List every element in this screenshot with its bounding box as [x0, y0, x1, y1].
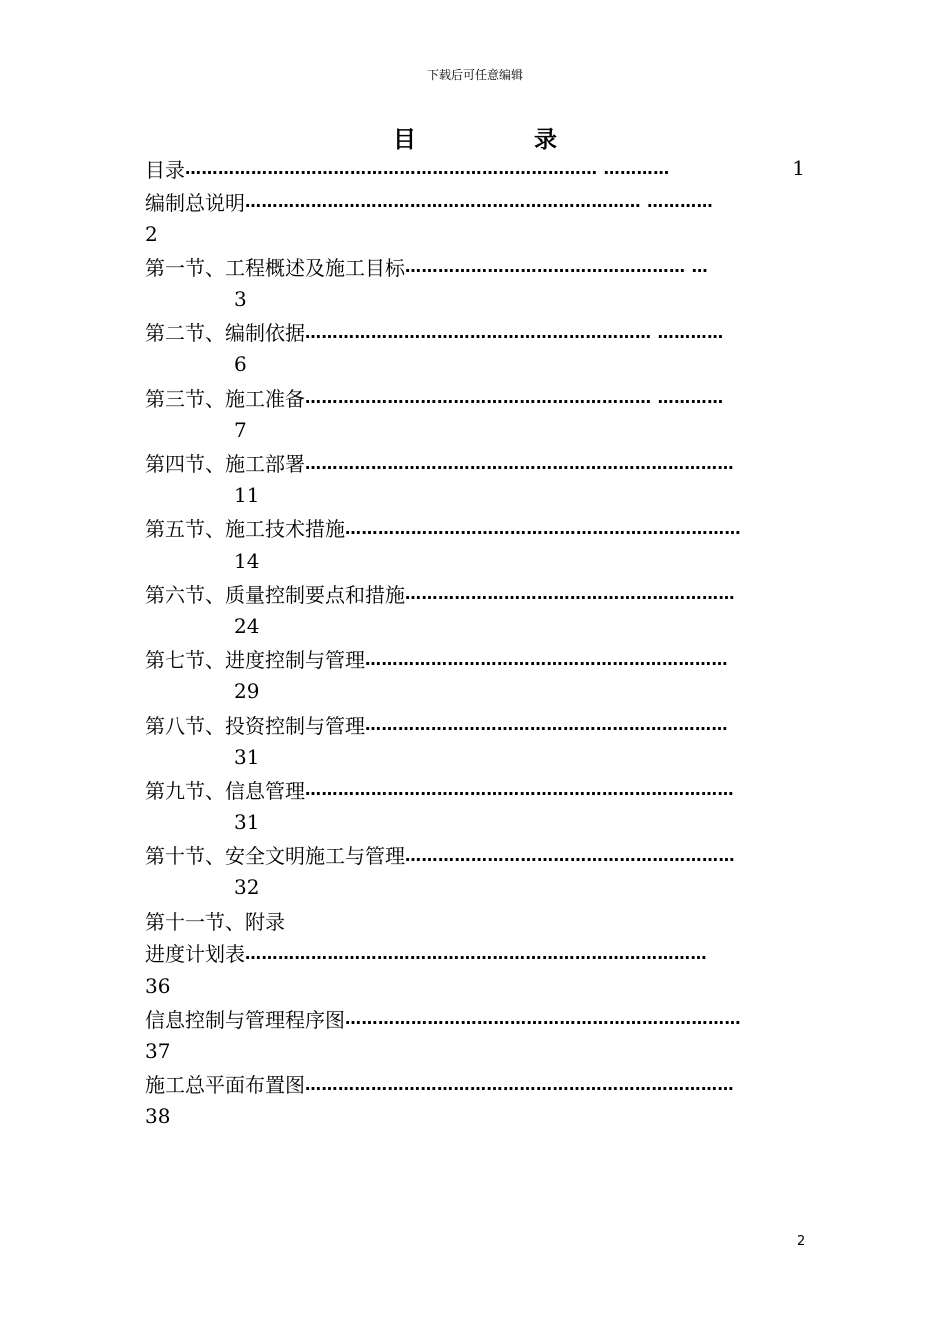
toc-entry-label: 第十一节、附录 — [145, 909, 285, 934]
toc-leader-dots: …………………………………………………………………… — [305, 455, 734, 472]
toc-entry-page: 38 — [145, 1104, 171, 1129]
toc-entry-label: 第十节、安全文明施工与管理 — [145, 844, 405, 869]
toc-entry-page: 6 — [234, 352, 247, 377]
page-header: 下载后可任意编辑 — [426, 68, 523, 82]
toc-title-part2: 录 — [534, 127, 557, 153]
toc-entry-page: 32 — [234, 875, 260, 900]
toc-entry[interactable] — [145, 577, 805, 610]
toc-entry-page: 29 — [234, 679, 260, 704]
toc-leader-dots: ……………………………………………………………… ………… — [245, 194, 714, 211]
toc-entry-page: 24 — [234, 613, 260, 638]
toc-entry[interactable] — [145, 152, 805, 185]
toc-entry-page: 7 — [234, 417, 247, 442]
toc-entry-label: 第七节、进度控制与管理 — [145, 648, 365, 673]
toc-leader-dots: ………………………………………………………… — [365, 717, 728, 734]
toc-entry-page: 37 — [145, 1038, 171, 1063]
toc-entry[interactable] — [145, 1067, 805, 1100]
toc-entry[interactable] — [145, 381, 805, 414]
toc-leader-dots: …………………………………………………………………… — [305, 1076, 734, 1093]
toc-entry-label: 目录 — [145, 157, 185, 182]
toc-entry-label: 施工总平面布置图 — [145, 1073, 305, 1098]
toc-entry-page: 11 — [234, 483, 260, 508]
toc-entry-label: 第一节、工程概述及施工目标 — [145, 255, 405, 280]
toc-entry-label: 第三节、施工准备 — [145, 386, 305, 411]
toc-leader-dots: …………………………………………………… — [405, 847, 735, 864]
toc-entry-label: 第八节、投资控制与管理 — [145, 713, 365, 738]
toc-entry-page: 31 — [234, 810, 260, 835]
toc-leader-dots: ………………………………………………………………………… — [245, 945, 707, 962]
page-number: 2 — [797, 1234, 806, 1249]
toc-entry[interactable] — [145, 315, 805, 348]
toc-leader-dots: …………………………………………………………………… — [305, 782, 734, 799]
toc-entry-page: 14 — [234, 548, 260, 573]
toc-entry-page: 1 — [792, 156, 805, 181]
toc-entry-label: 第二节、编制依据 — [145, 321, 305, 346]
toc-entry-label: 第四节、施工部署 — [145, 452, 305, 477]
toc-entry[interactable] — [145, 185, 805, 218]
toc-entry[interactable] — [145, 250, 805, 283]
toc-entry-label: 第九节、信息管理 — [145, 778, 305, 803]
toc-leader-dots: ………………………………………………………… — [365, 651, 728, 668]
toc-entry-page: 2 — [145, 221, 158, 246]
toc-entry[interactable] — [145, 1002, 805, 1035]
toc-leader-dots: …………………………………………………… — [405, 586, 735, 603]
toc-entry-label: 编制总说明 — [145, 190, 245, 215]
toc-leader-dots: …………………………………………… … — [405, 259, 709, 276]
toc-entry[interactable] — [145, 773, 805, 806]
table-of-contents — [145, 152, 805, 1133]
toc-leader-dots: ……………………………………………………… ………… — [305, 390, 724, 407]
toc-entry-page: 3 — [234, 287, 247, 312]
toc-entry-label: 信息控制与管理程序图 — [145, 1007, 345, 1032]
toc-leader-dots: ………………………………………………………………… ………… — [185, 161, 670, 178]
toc-entry-page: 36 — [145, 973, 171, 998]
toc-entry[interactable] — [145, 642, 805, 675]
toc-entry-label: 第六节、质量控制要点和措施 — [145, 582, 405, 607]
toc-entry[interactable] — [145, 512, 805, 545]
toc-title — [0, 121, 950, 154]
toc-entry[interactable] — [145, 937, 805, 970]
toc-entry[interactable] — [145, 708, 805, 741]
toc-entry[interactable] — [145, 838, 805, 871]
toc-entry-label: 第五节、施工技术措施 — [145, 517, 345, 542]
toc-leader-dots: ……………………………………………………………… — [345, 520, 741, 537]
toc-title-part1: 目 — [393, 127, 416, 153]
toc-leader-dots: ……………………………………………………………… — [345, 1011, 741, 1028]
toc-entry-page: 31 — [234, 744, 260, 769]
toc-entry-label: 进度计划表 — [145, 942, 245, 967]
toc-leader-dots: ……………………………………………………… ………… — [305, 324, 724, 341]
toc-section-heading[interactable] — [145, 904, 805, 937]
toc-entry[interactable] — [145, 446, 805, 479]
